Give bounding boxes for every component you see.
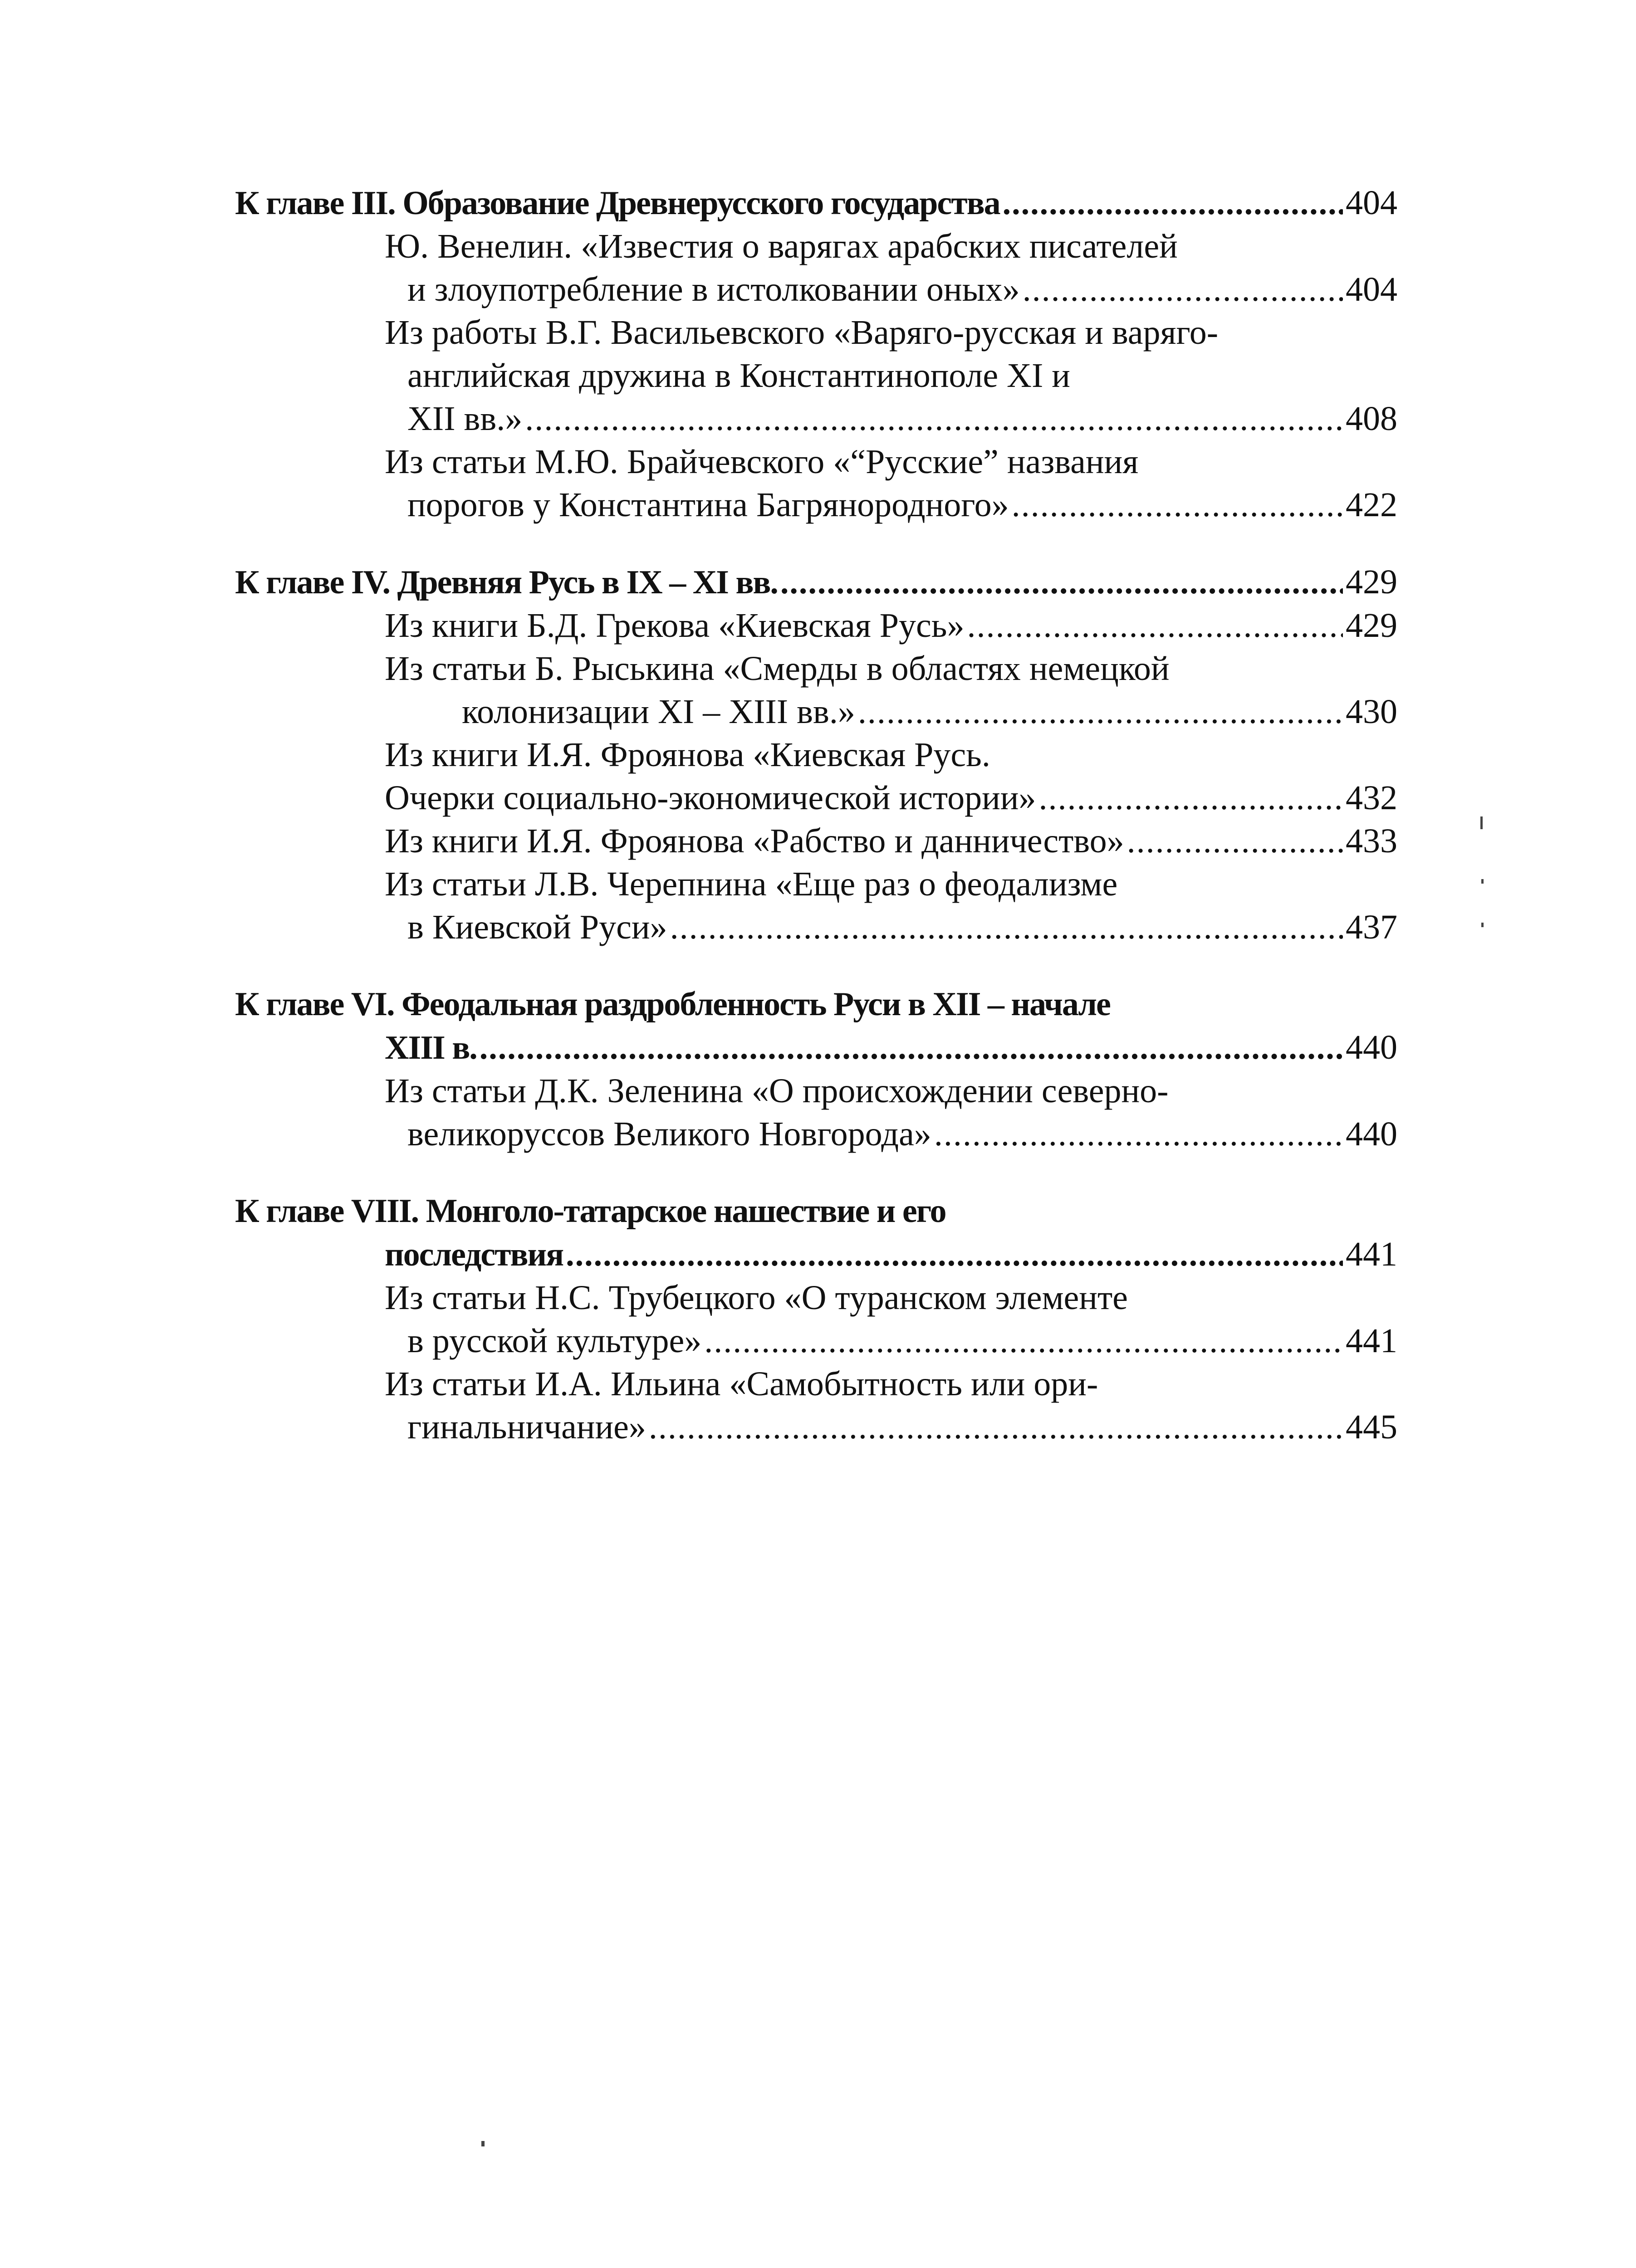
toc-entry-text: Из статьи Б. Рыськина «Смерды в областях немецкой	[385, 650, 1170, 688]
scan-speck	[1481, 923, 1484, 927]
toc-entry[interactable]	[235, 268, 1397, 311]
toc-entry	[235, 311, 1397, 354]
dot-leader	[780, 561, 1343, 604]
toc-entry[interactable]	[235, 1113, 1397, 1156]
toc-entry-text: Из статьи Д.К. Зеленина «О происхождении северно-	[385, 1072, 1169, 1110]
toc-entry	[235, 1070, 1397, 1113]
dot-leader	[649, 1406, 1343, 1449]
toc-entry-text: в Киевской Руси»	[407, 908, 667, 946]
toc-entry[interactable]	[235, 690, 1397, 733]
toc-entry-text: английская дружина в Константинополе XI и	[407, 357, 1070, 395]
toc-entry	[235, 1363, 1397, 1406]
toc-entry-text: Очерки социально-экономической истории»	[385, 779, 1036, 817]
toc-chapter-heading[interactable]	[235, 1026, 1397, 1070]
dot-leader	[704, 1320, 1343, 1363]
toc-section	[235, 181, 1397, 527]
dot-leader	[1012, 484, 1343, 527]
toc-entry-text: XII вв.»	[407, 400, 523, 438]
scan-speck	[1481, 879, 1484, 884]
toc-page-number: 440	[1346, 1028, 1397, 1066]
toc-page-number: 422	[1346, 486, 1397, 524]
dot-leader	[934, 1113, 1343, 1156]
toc-entry-text: в русской культуре»	[407, 1322, 702, 1360]
toc-page-number: 429	[1346, 606, 1397, 645]
toc-page-number: 433	[1346, 822, 1397, 860]
dot-leader	[1038, 777, 1343, 820]
dot-leader	[967, 604, 1343, 647]
toc-page-number: 429	[1346, 563, 1397, 601]
toc-entry-text: порогов у Константина Багрянородного»	[407, 486, 1009, 524]
toc-entry[interactable]	[235, 1406, 1397, 1449]
scan-speck	[481, 2141, 485, 2146]
toc-entry-text: гинальничание»	[407, 1408, 646, 1446]
toc-entry-text: К главе IV. Древняя Русь в IX – XI вв.	[235, 564, 778, 601]
dot-leader	[525, 397, 1343, 440]
toc-entry-text: Из книги И.Я. Фроянова «Рабство и данничество»	[385, 822, 1124, 860]
toc-entry[interactable]	[235, 906, 1397, 949]
dot-leader	[1003, 182, 1343, 225]
toc-page-number: 430	[1346, 693, 1397, 731]
toc-entry	[235, 733, 1397, 777]
toc-entry[interactable]	[235, 777, 1397, 820]
toc-entry-text: великоруссов Великого Новгорода»	[407, 1115, 931, 1153]
toc-chapter-heading[interactable]	[235, 181, 1397, 225]
toc-chapter-heading[interactable]	[235, 561, 1397, 604]
toc-entry[interactable]	[235, 484, 1397, 527]
toc-section	[235, 1190, 1397, 1449]
scan-speck	[1480, 816, 1483, 829]
toc-entry-text: К главе VIII. Монголо-татарское нашествие и его	[235, 1193, 946, 1230]
dot-leader	[480, 1026, 1343, 1070]
toc-entry-text: К главе III. Образование Древнерусского государства	[235, 185, 1000, 222]
dot-leader	[1127, 820, 1343, 863]
toc-page-number: 432	[1346, 779, 1397, 817]
toc-page-number: 441	[1346, 1235, 1397, 1273]
toc-entry-text: Из книги Б.Д. Грекова «Киевская Русь»	[385, 606, 965, 645]
toc-entry-text: Ю. Венелин. «Известия о варягах арабских писателей	[385, 227, 1178, 265]
toc-entry-text: Из статьи И.А. Ильина «Самобытность или ори-	[385, 1365, 1098, 1403]
toc-entry[interactable]	[235, 1320, 1397, 1363]
toc-page-number: 437	[1346, 908, 1397, 946]
toc-entry	[235, 354, 1397, 397]
toc-entry[interactable]	[235, 604, 1397, 647]
toc-chapter-heading	[235, 983, 1397, 1026]
dot-leader	[670, 906, 1343, 949]
toc-chapter-heading[interactable]	[235, 1233, 1397, 1276]
toc-entry	[235, 225, 1397, 268]
toc-page-number: 441	[1346, 1322, 1397, 1360]
toc-page-number: 404	[1346, 184, 1397, 222]
toc-entry	[235, 647, 1397, 690]
table-of-contents	[235, 181, 1397, 1483]
toc-section	[235, 561, 1397, 949]
toc-entry	[235, 863, 1397, 906]
toc-entry-text: Из книги И.Я. Фроянова «Киевская Русь.	[385, 736, 990, 774]
dot-leader	[566, 1233, 1343, 1276]
toc-entry-text: Из статьи М.Ю. Брайчевского «“Русские” названия	[385, 443, 1139, 481]
toc-entry-text: колонизации XI – XIII вв.»	[462, 693, 855, 731]
toc-page-number: 445	[1346, 1408, 1397, 1446]
toc-page-number: 440	[1346, 1115, 1397, 1153]
toc-entry-text: XIII в.	[385, 1029, 477, 1066]
dot-leader	[858, 690, 1343, 733]
dot-leader	[1023, 268, 1343, 311]
toc-entry	[235, 1276, 1397, 1320]
toc-section	[235, 983, 1397, 1156]
toc-page-number: 408	[1346, 400, 1397, 438]
toc-page-number: 404	[1346, 270, 1397, 308]
toc-entry-text: и злоупотребление в истолковании оных»	[407, 270, 1020, 308]
toc-entry-text: последствия	[385, 1236, 563, 1273]
toc-entry	[235, 440, 1397, 484]
toc-chapter-heading	[235, 1190, 1397, 1233]
toc-entry-text: Из работы В.Г. Васильевского «Варяго-русская и варяго-	[385, 313, 1219, 352]
toc-entry-text: К главе VI. Феодальная раздробленность Руси в XII – начале	[235, 986, 1110, 1023]
toc-entry-text: Из статьи Л.В. Черепнина «Еще раз о феодализме	[385, 865, 1118, 903]
toc-entry-text: Из статьи Н.С. Трубецкого «О туранском элементе	[385, 1279, 1128, 1317]
toc-entry[interactable]	[235, 397, 1397, 440]
toc-entry[interactable]	[235, 820, 1397, 863]
